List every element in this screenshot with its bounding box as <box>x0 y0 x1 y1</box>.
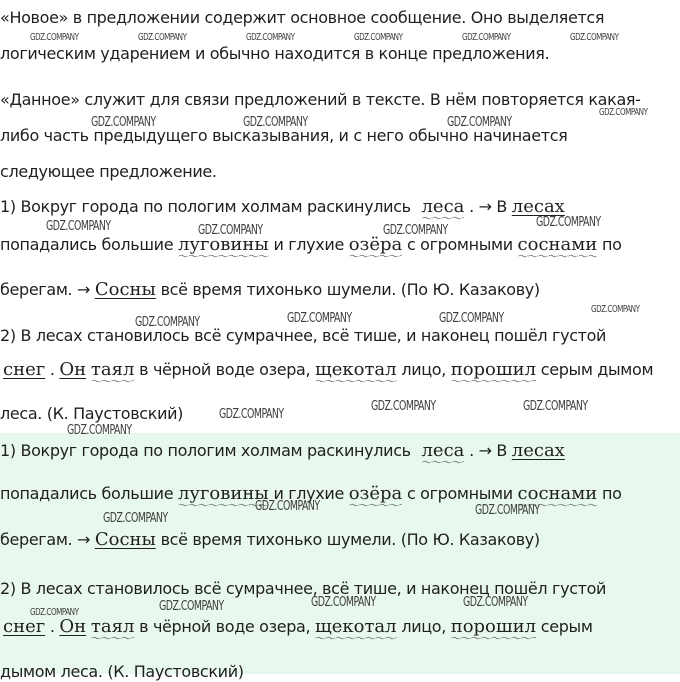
watermark: GDZ.COMPANY <box>570 32 619 43</box>
given-word: леса 〜〜〜〜〜〜〜〜〜〜〜〜 <box>421 197 464 217</box>
watermark: GDZ.COMPANY <box>311 595 376 610</box>
watermark: GDZ.COMPANY <box>371 399 436 414</box>
example2-line-a: 2) В лесах становилось всё сумрачнее, всё тише, и наконец пошёл густой <box>0 326 607 345</box>
example1-green-line-a: 1) Вокруг города по пологим холмам раскинулись леса 〜〜〜〜〜〜〜〜〜〜〜〜 . → В лесах <box>0 441 565 461</box>
watermark: GDZ.COMPANY <box>30 32 79 43</box>
watermark: GDZ.COMPANY <box>159 599 224 614</box>
watermark: GDZ.COMPANY <box>103 511 168 526</box>
intro-line-4: либо часть предыдущего высказывания, и с него обычно начинается <box>0 126 568 145</box>
intro-line-1: «Новое» в предложении содержит основное сообщение. Оно выделяется <box>0 8 605 27</box>
watermark: GDZ.COMPANY <box>463 595 528 610</box>
intro-line-2: логическим ударением и обычно находится в конце предложения. <box>0 44 550 63</box>
watermark: GDZ.COMPANY <box>354 32 403 43</box>
given-word: порошил 〜〜〜〜〜〜〜〜〜〜〜〜 <box>451 617 536 637</box>
arrow-icon: → <box>478 197 492 216</box>
given-word: соснами 〜〜〜〜〜〜〜〜〜〜〜〜 <box>518 484 598 504</box>
theme-word: Он <box>59 359 87 380</box>
watermark: GDZ.COMPANY <box>462 32 511 43</box>
watermark: GDZ.COMPANY <box>198 223 263 238</box>
given-word: озёра 〜〜〜〜〜〜〜〜〜〜〜〜 <box>349 235 403 255</box>
watermark: GDZ.COMPANY <box>523 399 588 414</box>
given-word: луговины 〜〜〜〜〜〜〜〜〜〜〜〜 <box>178 235 269 255</box>
watermark: GDZ.COMPANY <box>243 115 308 130</box>
watermark: GDZ.COMPANY <box>91 115 156 130</box>
given-word: луговины 〜〜〜〜〜〜〜〜〜〜〜〜 <box>178 484 269 504</box>
watermark: GDZ.COMPANY <box>439 311 504 326</box>
given-word: соснами 〜〜〜〜〜〜〜〜〜〜〜〜 <box>518 235 598 255</box>
watermark: GDZ.COMPANY <box>255 499 320 514</box>
example2-line-c: леса. (К. Паустовский) <box>0 404 184 423</box>
watermark: GDZ.COMPANY <box>287 311 352 326</box>
theme-word: лесах <box>511 440 565 461</box>
given-word: таял 〜〜〜〜〜〜〜〜〜〜〜〜 <box>91 360 134 380</box>
theme-word: Он <box>59 616 87 637</box>
watermark: GDZ.COMPANY <box>30 607 79 618</box>
theme-word: Сосны <box>94 529 156 550</box>
example1-line-a: 1) Вокруг города по пологим холмам раскинулись леса 〜〜〜〜〜〜〜〜〜〜〜〜 . → В лесах <box>0 197 565 217</box>
watermark: GDZ.COMPANY <box>46 219 111 234</box>
watermark: GDZ.COMPANY <box>599 107 648 118</box>
watermark: GDZ.COMPANY <box>246 32 295 43</box>
watermark: GDZ.COMPANY <box>135 315 200 330</box>
given-word: щекотал 〜〜〜〜〜〜〜〜〜〜〜〜 <box>315 360 397 380</box>
given-word: щекотал 〜〜〜〜〜〜〜〜〜〜〜〜 <box>315 617 397 637</box>
example2-green-line-c: дымом леса. (К. Паустовский) <box>0 662 244 681</box>
watermark: GDZ.COMPANY <box>475 503 540 518</box>
example1-line-c: берегам. → Сосны всё время тихонько шумели. (По Ю. Казакову) <box>0 279 540 300</box>
theme-word: Сосны <box>94 279 156 300</box>
intro-line-5: следующее предложение. <box>0 162 217 181</box>
watermark: GDZ.COMPANY <box>447 115 512 130</box>
given-word: порошил 〜〜〜〜〜〜〜〜〜〜〜〜 <box>451 360 536 380</box>
given-word: озёра 〜〜〜〜〜〜〜〜〜〜〜〜 <box>349 484 403 504</box>
theme-word: снег <box>3 616 46 637</box>
arrow-icon: → <box>478 441 492 460</box>
given-word: леса 〜〜〜〜〜〜〜〜〜〜〜〜 <box>421 441 464 461</box>
given-word: таял 〜〜〜〜〜〜〜〜〜〜〜〜 <box>91 617 134 637</box>
theme-word: снег <box>3 359 46 380</box>
intro-line-3: «Данное» служит для связи предложений в тексте. В нём повторяется какая- <box>0 90 641 109</box>
example2-green-line-a: 2) В лесах становилось всё сумрачнее, всё тише, и наконец пошёл густой <box>0 579 607 598</box>
watermark: GDZ.COMPANY <box>536 215 601 230</box>
example2-green-line-b: снег . Он таял 〜〜〜〜〜〜〜〜〜〜〜〜 в чёрной воде озера, щекотал 〜〜〜〜〜〜〜〜〜〜〜〜 лицо, порошил 〜〜〜〜〜〜〜〜〜〜〜〜 серым <box>0 617 593 637</box>
example1-line-b: попадались большие луговины 〜〜〜〜〜〜〜〜〜〜〜〜 и глухие озёра 〜〜〜〜〜〜〜〜〜〜〜〜 с огромными соснами 〜〜〜〜〜〜〜〜〜〜〜〜 по <box>0 235 622 255</box>
arrow-icon: → <box>77 280 91 299</box>
theme-word: лесах <box>511 196 565 217</box>
watermark: GDZ.COMPANY <box>138 32 187 43</box>
example2-line-b: снег . Он таял 〜〜〜〜〜〜〜〜〜〜〜〜 в чёрной воде озера, щекотал 〜〜〜〜〜〜〜〜〜〜〜〜 лицо, порошил 〜〜〜〜〜〜〜〜〜〜〜〜 серым дымом <box>0 360 653 380</box>
watermark: GDZ.COMPANY <box>67 423 132 438</box>
example1-green-line-c: берегам. → Сосны всё время тихонько шумели. (По Ю. Казакову) <box>0 529 540 550</box>
watermark: GDZ.COMPANY <box>219 407 284 422</box>
watermark: GDZ.COMPANY <box>383 223 448 238</box>
watermark: GDZ.COMPANY <box>591 304 640 315</box>
example1-green-line-b: попадались большие луговины 〜〜〜〜〜〜〜〜〜〜〜〜 и глухие озёра 〜〜〜〜〜〜〜〜〜〜〜〜 с огромными соснами 〜〜〜〜〜〜〜〜〜〜〜〜 по <box>0 484 622 504</box>
arrow-icon: → <box>77 530 91 549</box>
